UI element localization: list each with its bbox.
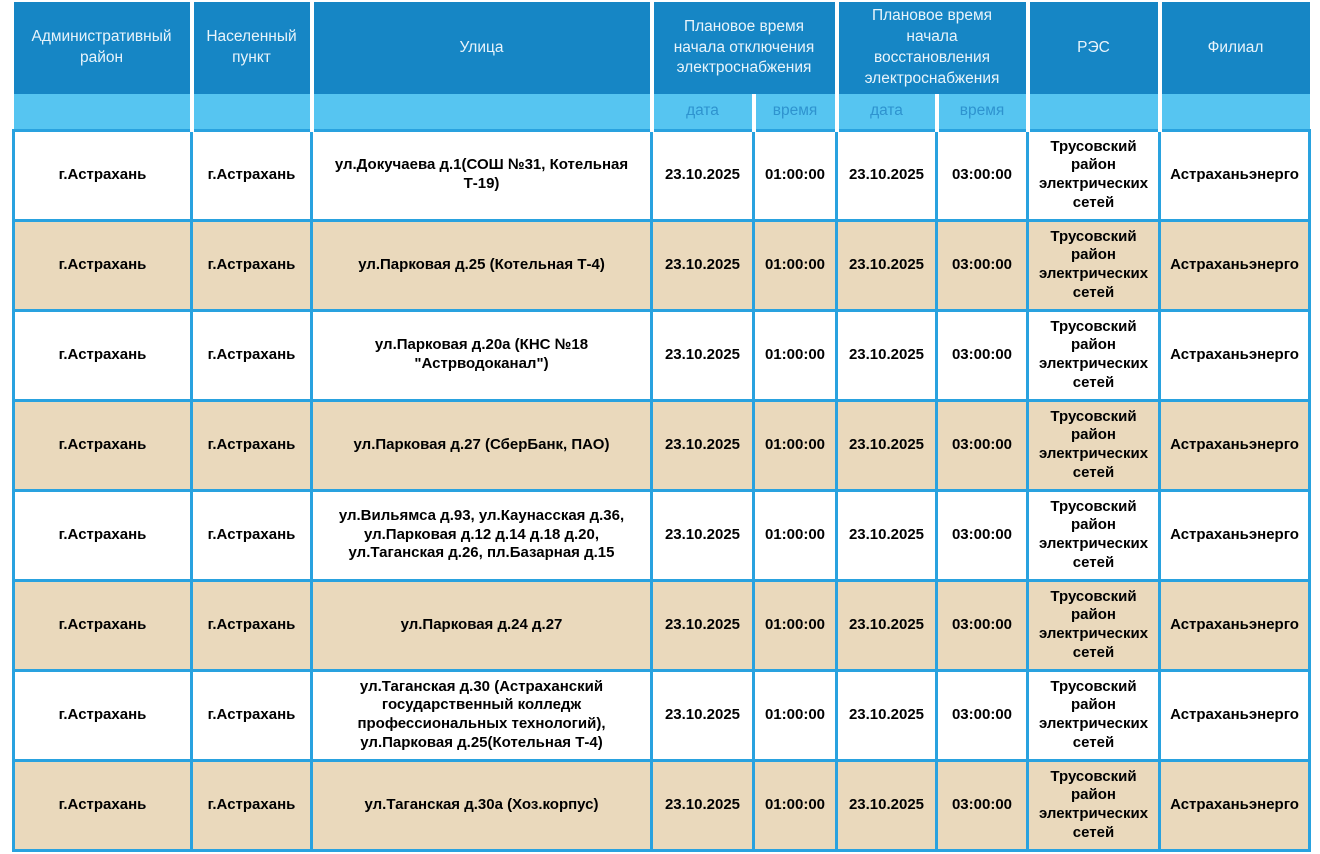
cell-restore-time: 03:00:00 — [937, 310, 1028, 400]
cell-settlement: г.Астрахань — [192, 580, 312, 670]
cell-outage-time: 01:00:00 — [754, 400, 837, 490]
cell-district: г.Астрахань — [14, 580, 192, 670]
cell-restore-date: 23.10.2025 — [837, 580, 937, 670]
cell-settlement: г.Астрахань — [192, 490, 312, 580]
outage-table — [12, 2, 1311, 852]
cell-restore-time: 03:00:00 — [937, 760, 1028, 850]
cell-street: ул.Парковая д.20а (КНС №18 "Астрводоканал") — [312, 310, 652, 400]
cell-restore-time: 03:00:00 — [937, 670, 1028, 760]
cell-outage-date: 23.10.2025 — [652, 130, 754, 220]
header-street: Улица — [312, 2, 652, 94]
header-outage-start: Плановое время начала отключения электроснабжения — [652, 2, 837, 94]
cell-district: г.Астрахань — [14, 220, 192, 310]
cell-outage-time: 01:00:00 — [754, 670, 837, 760]
cell-settlement: г.Астрахань — [192, 130, 312, 220]
cell-res: Трусовский район электрических сетей — [1028, 670, 1160, 760]
header-res: РЭС — [1028, 2, 1160, 94]
table-row — [14, 310, 1310, 400]
header-restore-start: Плановое время начала восстановления электроснабжения — [837, 2, 1028, 94]
cell-outage-time: 01:00:00 — [754, 310, 837, 400]
header-settlement: Населенный пункт — [192, 2, 312, 94]
table-row — [14, 220, 1310, 310]
cell-branch: Астраханьэнерго — [1160, 490, 1310, 580]
subheader-outage-date: дата — [652, 94, 754, 130]
cell-outage-date: 23.10.2025 — [652, 220, 754, 310]
cell-restore-time: 03:00:00 — [937, 400, 1028, 490]
subheader-spacer-branch — [1160, 94, 1310, 130]
cell-street: ул.Парковая д.27 (СберБанк, ПАО) — [312, 400, 652, 490]
table-row — [14, 400, 1310, 490]
cell-restore-date: 23.10.2025 — [837, 310, 937, 400]
table-row — [14, 670, 1310, 760]
cell-district: г.Астрахань — [14, 670, 192, 760]
cell-outage-time: 01:00:00 — [754, 490, 837, 580]
cell-settlement: г.Астрахань — [192, 220, 312, 310]
table-row — [14, 580, 1310, 670]
cell-restore-time: 03:00:00 — [937, 580, 1028, 670]
cell-res: Трусовский район электрических сетей — [1028, 760, 1160, 850]
cell-res: Трусовский район электрических сетей — [1028, 220, 1160, 310]
cell-branch: Астраханьэнерго — [1160, 670, 1310, 760]
cell-branch: Астраханьэнерго — [1160, 760, 1310, 850]
cell-res: Трусовский район электрических сетей — [1028, 130, 1160, 220]
cell-restore-date: 23.10.2025 — [837, 760, 937, 850]
subheader-restore-time: время — [937, 94, 1028, 130]
subheader-spacer-res — [1028, 94, 1160, 130]
subheader-spacer-settlement — [192, 94, 312, 130]
cell-restore-date: 23.10.2025 — [837, 490, 937, 580]
cell-outage-time: 01:00:00 — [754, 220, 837, 310]
cell-street: ул.Таганская д.30 (Астраханский государственный колледж профессиональных технологий), ул.Парковая д.25(Котельная Т-4) — [312, 670, 652, 760]
cell-outage-time: 01:00:00 — [754, 580, 837, 670]
cell-outage-time: 01:00:00 — [754, 130, 837, 220]
header-admin-district: Административный район — [14, 2, 192, 94]
subheader-outage-time: время — [754, 94, 837, 130]
cell-res: Трусовский район электрических сетей — [1028, 310, 1160, 400]
cell-outage-date: 23.10.2025 — [652, 490, 754, 580]
cell-restore-date: 23.10.2025 — [837, 400, 937, 490]
cell-restore-time: 03:00:00 — [937, 490, 1028, 580]
cell-branch: Астраханьэнерго — [1160, 580, 1310, 670]
cell-branch: Астраханьэнерго — [1160, 310, 1310, 400]
cell-street: ул.Парковая д.24 д.27 — [312, 580, 652, 670]
cell-street: ул.Вильямса д.93, ул.Каунасская д.36, ул.Парковая д.12 д.14 д.18 д.20, ул.Таганская д.26, пл.Базарная д.15 — [312, 490, 652, 580]
cell-res: Трусовский район электрических сетей — [1028, 490, 1160, 580]
cell-district: г.Астрахань — [14, 310, 192, 400]
cell-restore-date: 23.10.2025 — [837, 670, 937, 760]
cell-district: г.Астрахань — [14, 760, 192, 850]
table-row — [14, 760, 1310, 850]
cell-outage-date: 23.10.2025 — [652, 760, 754, 850]
cell-res: Трусовский район электрических сетей — [1028, 580, 1160, 670]
cell-branch: Астраханьэнерго — [1160, 400, 1310, 490]
cell-district: г.Астрахань — [14, 400, 192, 490]
cell-restore-time: 03:00:00 — [937, 130, 1028, 220]
cell-settlement: г.Астрахань — [192, 310, 312, 400]
cell-restore-date: 23.10.2025 — [837, 130, 937, 220]
subheader-restore-date: дата — [837, 94, 937, 130]
cell-branch: Астраханьэнерго — [1160, 130, 1310, 220]
header-branch: Филиал — [1160, 2, 1310, 94]
table-header — [14, 2, 1310, 130]
cell-outage-time: 01:00:00 — [754, 760, 837, 850]
table-row — [14, 490, 1310, 580]
cell-settlement: г.Астрахань — [192, 400, 312, 490]
subheader-spacer-street — [312, 94, 652, 130]
cell-branch: Астраханьэнерго — [1160, 220, 1310, 310]
cell-outage-date: 23.10.2025 — [652, 310, 754, 400]
cell-district: г.Астрахань — [14, 130, 192, 220]
table-row — [14, 130, 1310, 220]
cell-outage-date: 23.10.2025 — [652, 670, 754, 760]
cell-street: ул.Парковая д.25 (Котельная Т-4) — [312, 220, 652, 310]
cell-street: ул.Докучаева д.1(СОШ №31, Котельная Т-19) — [312, 130, 652, 220]
cell-street: ул.Таганская д.30а (Хоз.корпус) — [312, 760, 652, 850]
cell-outage-date: 23.10.2025 — [652, 580, 754, 670]
header-row — [14, 2, 1310, 94]
table-body — [14, 130, 1310, 850]
cell-res: Трусовский район электрических сетей — [1028, 400, 1160, 490]
subheader-row — [14, 94, 1310, 130]
cell-settlement: г.Астрахань — [192, 760, 312, 850]
subheader-spacer-district — [14, 94, 192, 130]
cell-settlement: г.Астрахань — [192, 670, 312, 760]
cell-restore-date: 23.10.2025 — [837, 220, 937, 310]
cell-restore-time: 03:00:00 — [937, 220, 1028, 310]
cell-district: г.Астрахань — [14, 490, 192, 580]
cell-outage-date: 23.10.2025 — [652, 400, 754, 490]
